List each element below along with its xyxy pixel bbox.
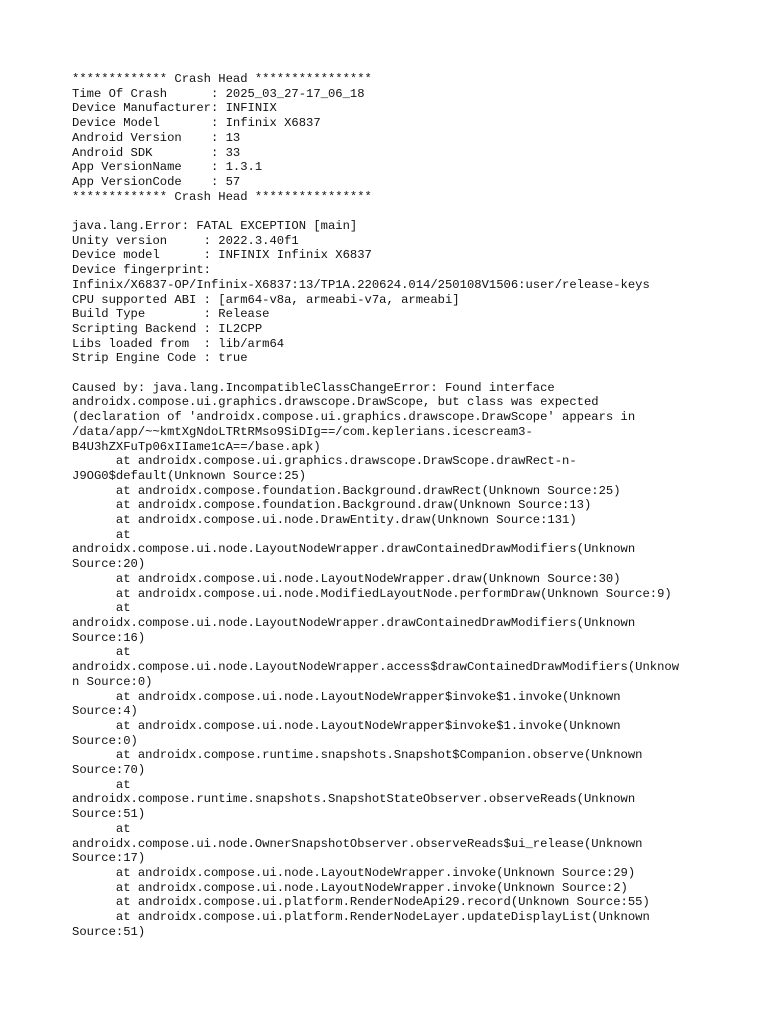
log-line: Caused by: java.lang.IncompatibleClassChangeError: Found interface: [72, 380, 555, 395]
log-line: Source:4): [72, 704, 138, 719]
log-line: /data/app/~~kmtXgNdoLTRtRMso9SiDIg==/com.keplerians.icescream3-: [72, 424, 533, 439]
log-line: Device model : INFINIX Infinix X6837: [72, 248, 372, 263]
log-line: androidx.compose.ui.node.LayoutNodeWrapper.drawContainedDrawModifiers(Unknown: [72, 542, 636, 557]
log-line: at androidx.compose.ui.node.LayoutNodeWrapper.invoke(Unknown Source:2): [72, 880, 628, 895]
log-line: at: [72, 645, 131, 660]
section-spacer: [72, 204, 712, 219]
log-line: Build Type : Release: [72, 307, 270, 322]
log-line: CPU supported ABI : [arm64-v8a, armeabi-v7a, armeabi]: [72, 292, 460, 307]
log-line: at androidx.compose.ui.node.LayoutNodeWrapper$invoke$1.invoke(Unknown: [72, 689, 621, 704]
section-spacer: [72, 366, 712, 381]
log-line: at androidx.compose.runtime.snapshots.Snapshot$Companion.observe(Unknown: [72, 748, 643, 763]
crash-head-banner-top: ************* Crash Head ****************: [72, 72, 372, 86]
log-line: Source:20): [72, 557, 146, 572]
log-line: androidx.compose.runtime.snapshots.SnapshotStateObserver.observeReads(Unknown: [72, 792, 636, 807]
log-line: Source:51): [72, 807, 146, 822]
log-line: B4U3hZXFuTp06xIIame1cA==/base.apk): [72, 439, 321, 454]
log-line: Source:70): [72, 763, 146, 778]
crash-head-fields: [72, 87, 712, 190]
log-line: Device fingerprint:: [72, 263, 211, 278]
error-info-section: [72, 219, 712, 366]
log-line: Android SDK : 33: [72, 145, 241, 160]
log-line: at: [72, 601, 131, 616]
log-line: at androidx.compose.ui.node.LayoutNodeWrapper$invoke$1.invoke(Unknown: [72, 718, 621, 733]
log-line: androidx.compose.ui.node.LayoutNodeWrapper.drawContainedDrawModifiers(Unknown: [72, 615, 636, 630]
log-line: Source:17): [72, 851, 146, 866]
log-line: androidx.compose.ui.node.OwnerSnapshotObserver.observeReads$ui_release(Unknown: [72, 836, 643, 851]
log-line: at androidx.compose.ui.node.DrawEntity.draw(Unknown Source:131): [72, 513, 577, 528]
log-line: androidx.compose.ui.graphics.drawscope.DrawScope, but class was expected: [72, 395, 599, 410]
log-line: at androidx.compose.ui.platform.RenderNodeApi29.record(Unknown Source:55): [72, 895, 650, 910]
log-line: (declaration of 'androidx.compose.ui.graphics.drawscope.DrawScope' appears in: [72, 410, 636, 425]
log-line: androidx.compose.ui.node.LayoutNodeWrapper.access$drawContainedDrawModifiers(Unknow: [72, 660, 680, 675]
log-line: at: [72, 527, 131, 542]
log-line: Time Of Crash : 2025_03_27-17_06_18: [72, 86, 365, 101]
log-line: at androidx.compose.foundation.Background.drawRect(Unknown Source:25): [72, 483, 621, 498]
log-line: at androidx.compose.ui.graphics.drawscope.DrawScope.drawRect-n-: [72, 454, 577, 469]
log-line: Device Manufacturer: INFINIX: [72, 101, 277, 116]
crash-log-document: [72, 72, 712, 939]
log-line: Libs loaded from : lib/arm64: [72, 336, 285, 351]
log-line: App VersionCode : 57: [72, 174, 241, 189]
cause-section: [72, 381, 712, 940]
log-line: Android Version : 13: [72, 130, 241, 145]
log-line: App VersionName : 1.3.1: [72, 160, 263, 175]
log-line: at androidx.compose.ui.node.ModifiedLayoutNode.performDraw(Unknown Source:9): [72, 586, 672, 601]
log-line: at androidx.compose.ui.platform.RenderNodeLayer.updateDisplayList(Unknown: [72, 910, 650, 925]
crash-head-banner-bottom: ************* Crash Head ****************: [72, 189, 372, 204]
crash-head-section: [72, 72, 712, 204]
log-line: Infinix/X6837-OP/Infinix-X6837:13/TP1A.220624.014/250108V1506:user/release-keys: [72, 277, 650, 292]
log-line: java.lang.Error: FATAL EXCEPTION [main]: [72, 219, 358, 234]
log-line: Strip Engine Code : true: [72, 351, 248, 366]
log-line: at androidx.compose.ui.node.LayoutNodeWrapper.draw(Unknown Source:30): [72, 571, 621, 586]
log-line: Unity version : 2022.3.40f1: [72, 233, 299, 248]
log-line: at: [72, 777, 131, 792]
log-line: Source:0): [72, 733, 138, 748]
log-line: at: [72, 821, 131, 836]
log-line: Device Model : Infinix X6837: [72, 116, 321, 131]
log-line: Scripting Backend : IL2CPP: [72, 321, 263, 336]
log-line: at androidx.compose.ui.node.LayoutNodeWrapper.invoke(Unknown Source:29): [72, 865, 636, 880]
log-line: at androidx.compose.foundation.Background.draw(Unknown Source:13): [72, 498, 592, 513]
log-line: J9OG0$default(Unknown Source:25): [72, 468, 307, 483]
log-line: n Source:0): [72, 674, 153, 689]
log-line: Source:16): [72, 630, 146, 645]
log-line: Source:51): [72, 924, 146, 939]
